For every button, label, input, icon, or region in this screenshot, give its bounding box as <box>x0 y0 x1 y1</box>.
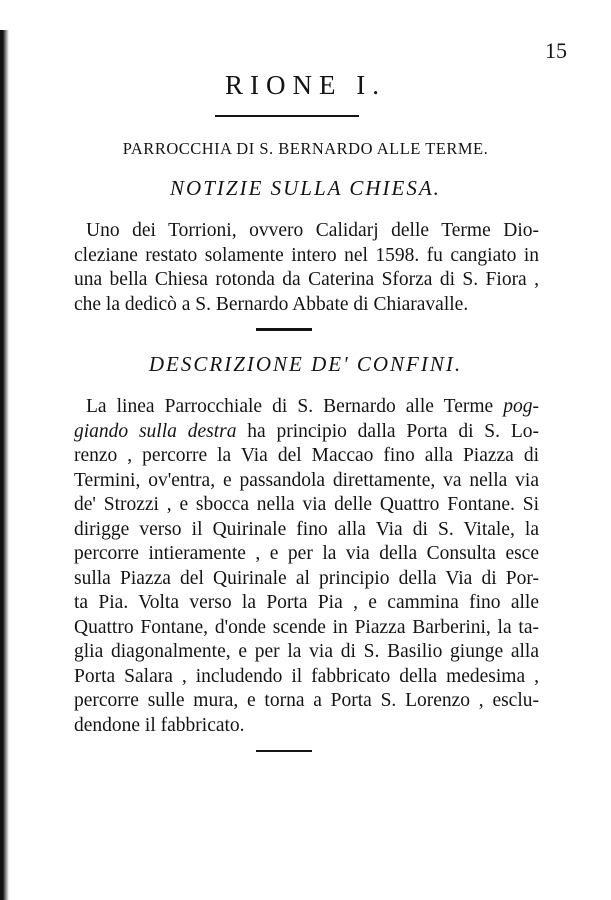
title-underline <box>215 115 359 117</box>
text-line: Quattro Fontane, d'onde scende in Piazza Barberini, la ta- <box>74 616 539 638</box>
text-line: cleziane restato solamente intero nel 1598. fu cangiato in <box>74 244 539 266</box>
text-run: La linea Parrocchiale di S. Bernardo alle Terme <box>86 396 504 417</box>
text-line <box>74 395 539 420</box>
text-line: Termini, ov'entra, e passandola direttamente, va nella via <box>74 469 539 491</box>
text-line: una bella Chiesa rotonda da Caterina Sforza di S. Fiora , <box>74 269 539 290</box>
borders-heading: DESCRIZIONE DE' CONFINI. <box>148 352 463 376</box>
text-line: ta Pia. Volta verso la Porta Pia , e cammina fino alle <box>74 592 539 613</box>
section-divider <box>256 328 312 331</box>
church-notes-heading: NOTIZIE SULLA CHIESA. <box>170 176 441 200</box>
italic-text-run: pog- <box>503 396 539 417</box>
text-line: percorre intieramente , e per la via della Consulta esce <box>74 543 539 564</box>
rione-title: RIONE I. <box>225 70 386 100</box>
text-line: dendone il fabbricato. <box>74 714 245 736</box>
text-line <box>74 420 539 445</box>
text-line: sulla Piazza del Quirinale al principio della Via di Por- <box>74 567 539 589</box>
parish-title: PARROCCHIA DI S. BERNARDO ALLE TERME. <box>122 139 489 158</box>
text-run: ha principio dalla Porta di S. Lo- <box>236 420 539 442</box>
text-line: de' Strozzi , e sbocca nella via delle Quattro Fontane. Si <box>74 494 539 515</box>
text-line: dirigge verso il Quirinale fino alla Via di S. Vitale, la <box>74 518 539 540</box>
borders-paragraph <box>74 395 539 738</box>
italic-text-run: giando sulla destra <box>74 420 237 442</box>
church-notes-paragraph <box>74 219 539 317</box>
text-line: che la dedicò a S. Bernardo Abbate di Chiaravalle. <box>74 293 469 315</box>
text-line: renzo , percorre la Via del Maccao fino alla Piazza di <box>74 445 539 466</box>
page-binding-edge <box>0 30 9 900</box>
text-line: Porta Salara , includendo il fabbricato della medesima , <box>74 665 539 687</box>
text-line: Uno dei Torrioni, ovvero Calidarj delle Terme Dio- <box>86 220 539 241</box>
text-line: glia diagonalmente, e per la via di S. Basilio giunge alla <box>74 641 539 662</box>
text-line: percorre sulle mura, e torna a Porta S. Lorenzo , esclu- <box>74 690 539 711</box>
page-number: 15 <box>545 38 567 63</box>
end-divider <box>256 750 312 752</box>
